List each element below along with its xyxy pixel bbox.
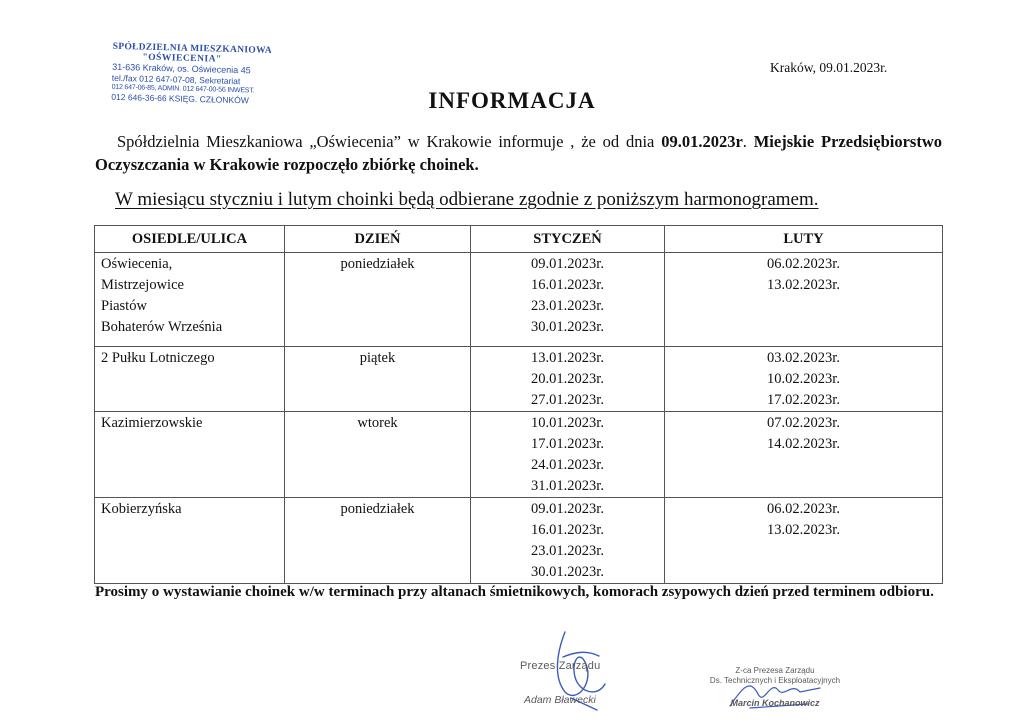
date-value: 03.02.2023r. <box>767 350 840 366</box>
cell-february-dates <box>665 412 943 498</box>
stamp-line-6: 012 646-36-66 KSIĘG. CZŁONKÓW <box>111 91 249 106</box>
date-value: 24.01.2023r. <box>531 457 604 473</box>
street-name: Mistrzejowice <box>101 277 184 293</box>
cell-streets <box>95 498 285 584</box>
stamp-line-1: SPÓŁDZIELNIA MIESZKANIOWA <box>112 41 273 56</box>
header-day: DZIEŃ <box>285 226 471 253</box>
table-row <box>95 498 943 584</box>
date-value: 31.01.2023r. <box>531 478 604 494</box>
date-value: 17.02.2023r. <box>767 392 840 408</box>
cell-day: poniedziałek <box>285 498 471 584</box>
signature-role: Prezes Zarządu <box>520 660 601 672</box>
intro-text-2: . <box>742 132 754 151</box>
table-row <box>95 347 943 412</box>
stamp-line-4: tel./fax 012 647-07-08, Sekretariat <box>111 72 241 87</box>
cell-january-dates <box>471 498 665 584</box>
signature-role-detail: Ds. Technicznych i Eksploatacyjnych <box>709 676 841 685</box>
cell-february-dates <box>665 347 943 412</box>
document-title: INFORMACJA <box>428 88 596 113</box>
street-name: Kazimierzowskie <box>101 415 203 431</box>
signature-role: Z-ca Prezesa Zarządu <box>735 666 815 675</box>
cell-day: wtorek <box>285 412 471 498</box>
street-name: 2 Pułku Lotniczego <box>101 350 215 366</box>
cell-january-dates <box>471 347 665 412</box>
date-value: 27.01.2023r. <box>531 392 604 408</box>
cell-streets <box>95 253 285 347</box>
street-name: Bohaterów Września <box>101 319 223 335</box>
intro-company: Miejskie Przedsiębiorstwo Oczyszczania w Krakowie rozpoczęło zbiórkę choinek. <box>95 132 943 174</box>
schedule-note: W miesiącu styczniu i lutym choinki będą odbierane zgodnie z poniższym harmonogramem. <box>115 189 819 210</box>
closing-note: Prosimy o wystawianie choinek w/w terminach przy altanach śmietnikowych, komorach zsypowych dzień przed terminem odbioru. <box>95 584 934 600</box>
date-value: 30.01.2023r. <box>531 319 604 335</box>
cell-streets <box>95 347 285 412</box>
cell-february-dates <box>665 498 943 584</box>
date-value: 16.01.2023r. <box>531 522 604 538</box>
date-value: 10.01.2023r. <box>531 415 604 431</box>
header-estate-street: OSIEDLE/ULICA <box>95 226 285 253</box>
place-date: Kraków, 09.01.2023r. <box>770 60 888 75</box>
date-value: 06.02.2023r. <box>767 501 840 517</box>
date-value: 13.01.2023r. <box>531 350 604 366</box>
date-value: 23.01.2023r. <box>531 543 604 559</box>
date-value: 20.01.2023r. <box>531 371 604 387</box>
date-value: 13.02.2023r. <box>767 277 840 293</box>
date-value: 17.01.2023r. <box>531 436 604 452</box>
intro-date: 09.01.2023r <box>661 132 743 151</box>
date-value: 09.01.2023r. <box>531 501 604 517</box>
table-row <box>95 412 943 498</box>
date-value: 16.01.2023r. <box>531 277 604 293</box>
date-value: 09.01.2023r. <box>531 256 604 272</box>
signature-name: Marcin Kochanowicz <box>730 698 820 708</box>
cell-streets <box>95 412 285 498</box>
cell-january-dates <box>471 412 665 498</box>
header-january: STYCZEŃ <box>471 226 665 253</box>
street-name: Kobierzyńska <box>101 501 182 517</box>
street-name: Oświecenia, <box>101 256 173 272</box>
signature-name: Adam Bławecki <box>524 694 596 706</box>
intro-text-1: Spółdzielnia Mieszkaniowa „Oświecenia” w Krakowie informuje , że od dnia <box>117 132 662 151</box>
cell-february-dates <box>665 253 943 347</box>
signature-vice-president <box>700 666 850 708</box>
date-value: 23.01.2023r. <box>531 298 604 314</box>
stamp-line-3: 31-636 Kraków, os. Oświecenia 45 <box>112 61 251 76</box>
stamp-line-2: "OŚWIECENIA" <box>142 52 222 65</box>
date-value: 06.02.2023r. <box>767 256 840 272</box>
stamp-line-5: 012 647-06-85, ADMIN. 012 647-00-56 INWEST. <box>111 83 255 95</box>
signature-president <box>520 660 640 706</box>
header-february: LUTY <box>665 226 943 253</box>
date-value: 13.02.2023r. <box>767 522 840 538</box>
date-value: 30.01.2023r. <box>531 564 604 580</box>
cell-day: poniedziałek <box>285 253 471 347</box>
collection-schedule-table <box>94 225 943 584</box>
cell-january-dates <box>471 253 665 347</box>
intro-paragraph <box>95 130 942 176</box>
date-value: 14.02.2023r. <box>767 436 840 452</box>
table-row <box>95 253 943 347</box>
date-value: 07.02.2023r. <box>767 415 840 431</box>
date-value: 10.02.2023r. <box>767 371 840 387</box>
street-name: Piastów <box>101 298 147 314</box>
cell-day: piątek <box>285 347 471 412</box>
table-header-row <box>95 226 943 253</box>
